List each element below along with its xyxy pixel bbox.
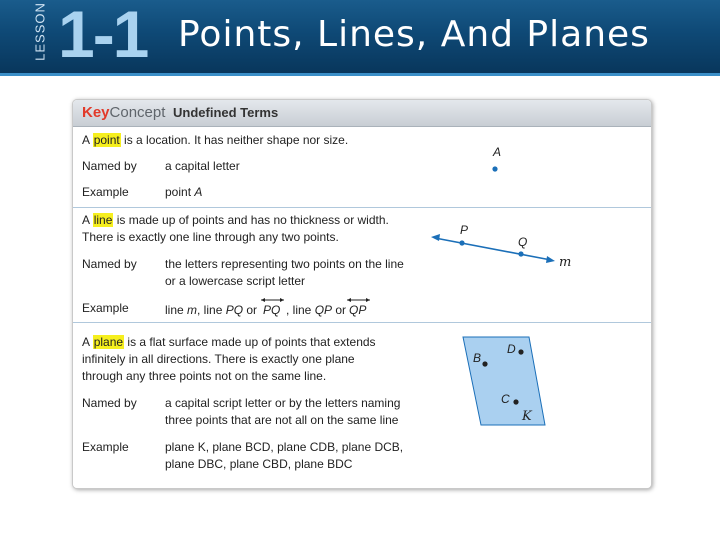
point-named-value: a capital letter	[165, 159, 240, 173]
svg-text:, line QP or: , line QP or	[286, 303, 347, 317]
key-concept-bar	[73, 100, 651, 127]
point-b-dot	[482, 361, 487, 366]
point-q-dot	[518, 251, 523, 256]
card-heading: Undefined Terms	[173, 105, 279, 120]
plane-named-value-2: three points that are not all on the same line	[165, 413, 399, 427]
line-named-value-1: the letters representing two points on the line	[165, 257, 404, 271]
line-section	[73, 207, 651, 323]
line-m-label: m	[559, 255, 572, 270]
plane-example-label: Example	[82, 440, 129, 454]
plane-k-label: K	[522, 409, 532, 424]
point-diagram	[473, 142, 533, 182]
lesson-header	[0, 0, 720, 76]
point-d-dot	[518, 349, 523, 354]
plane-example-line-1: plane K, plane BCD, plane CDB, plane DCB,	[165, 440, 404, 454]
point-a-dot	[492, 166, 497, 171]
point-p-dot	[459, 240, 464, 245]
plane-example-line-2: plane DBC, plane CBD, plane BDC	[165, 457, 353, 471]
line-named-label: Named by	[82, 257, 137, 271]
plane-section	[73, 322, 651, 489]
line-definition-2: There is exactly one line through any two points.	[82, 230, 339, 244]
point-term: point	[93, 133, 120, 147]
point-c-label: C	[501, 392, 510, 406]
point-example-value: point A	[165, 185, 203, 199]
svg-text:PQ: PQ	[263, 303, 281, 317]
point-c-dot	[513, 399, 518, 404]
plane-named-value-1: a capital script letter or by the letters naming	[165, 396, 401, 410]
lesson-label: LESSON	[32, 2, 48, 61]
line-term: line	[93, 213, 113, 227]
line-example-value	[163, 290, 383, 320]
point-p-label: P	[460, 223, 469, 237]
line-named-value-2: or a lowercase script letter	[165, 274, 306, 288]
line-example-label: Example	[82, 301, 129, 315]
plane-term: plane	[93, 335, 124, 349]
plane-definition: A plane is a flat surface made up of points that extends	[82, 335, 376, 349]
line-arrow-left	[431, 234, 440, 241]
line-definition: A line is made up of points and has no thickness or width.	[82, 213, 389, 227]
key-concept-label: KeyConcept	[82, 104, 166, 121]
point-a-label: A	[493, 145, 502, 159]
point-definition: A point is a location. It has neither shape nor size.	[82, 133, 349, 147]
svg-text:QP: QP	[349, 303, 367, 317]
line-diagram	[423, 220, 583, 270]
line-arrow-right	[546, 256, 555, 263]
point-named-label: Named by	[82, 159, 137, 173]
point-d-label: D	[507, 342, 516, 356]
plane-diagram	[453, 331, 563, 431]
key-concept-card	[72, 99, 652, 489]
point-b-label: B	[473, 351, 482, 365]
lesson-number: 1-1	[58, 0, 148, 71]
lesson-title: Points, Lines, And Planes	[178, 14, 650, 55]
svg-text:line m, line PQ or: line m, line PQ or	[165, 303, 258, 317]
point-q-label: Q	[518, 235, 528, 249]
point-example-label: Example	[82, 185, 129, 199]
header-rule	[0, 73, 720, 76]
plane-definition-2: infinitely in all directions. There is exactly one plane	[82, 352, 355, 366]
plane-named-label: Named by	[82, 396, 137, 410]
plane-definition-3: through any three points not on the same line.	[82, 369, 327, 383]
line-m	[435, 238, 551, 260]
point-section	[73, 127, 651, 207]
